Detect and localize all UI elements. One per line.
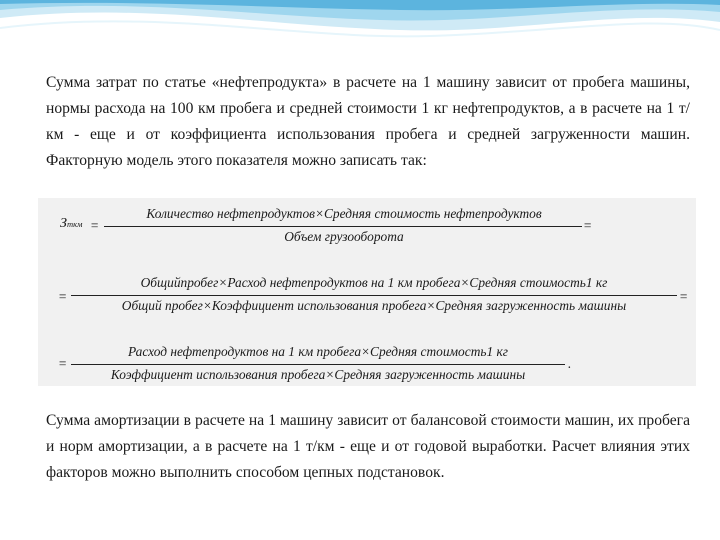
formula-equals-3: = <box>58 289 68 304</box>
formula-lhs-subscript: ткм <box>66 219 83 229</box>
formula-3-numerator: Расход нефтепродуктов на 1 км пробега×Средняя стоимость1 кг <box>127 344 508 359</box>
formula-lhs-symbol: З <box>60 216 67 231</box>
formula-equals-1: = <box>90 218 100 233</box>
formula-3-fraction-bar <box>71 364 565 365</box>
formula-3-denominator: Коэффициент использования пробега×Средняя загруженность машины <box>110 367 526 382</box>
formula-equals-4: = <box>679 289 689 304</box>
formula-lhs <box>60 216 82 232</box>
formula-equals-2: = <box>583 218 593 233</box>
formula-2-fraction-bar <box>71 295 677 296</box>
depreciation-paragraph: Сумма амортизации в расчете на 1 машину зависит от балансовой стоимости машин, их пробега и норм амортизации, а в расчете на 1 т/км - еще и от годовой выработки. Расчет влияния этих факторов можно выполнить способом цепных подстановок. <box>46 412 690 481</box>
intro-paragraph: Сумма затрат по статье «нефтепродукта» в расчете на 1 машину зависит от пробега машины, нормы расхода на 100 км пробега и средней стоимости 1 кг нефтепродуктов, а в расчете на 1 т/км - еще и от коэффициента использования пробега и средней загруженности машин. Факторную модель этого показателя можно записать так: <box>46 74 690 169</box>
formula-2-numerator: Общийпробег×Расход нефтепродуктов на 1 км пробега×Средняя стоимость1 кг <box>140 275 608 290</box>
formula-end-mark: . <box>568 356 572 371</box>
factor-model-formula <box>38 198 696 386</box>
header-wave-decoration <box>0 0 720 70</box>
formula-1-numerator: Количество нефтепродуктов×Средняя стоимость нефтепродуктов <box>146 206 542 221</box>
formula-1-fraction-bar <box>104 226 582 227</box>
formula-equals-5: = <box>58 356 68 371</box>
formula-2-denominator: Общий пробег×Коэффициент использования пробега×Средняя загруженность машины <box>121 298 627 313</box>
formula-1-denominator: Объем грузооборота <box>284 229 404 244</box>
